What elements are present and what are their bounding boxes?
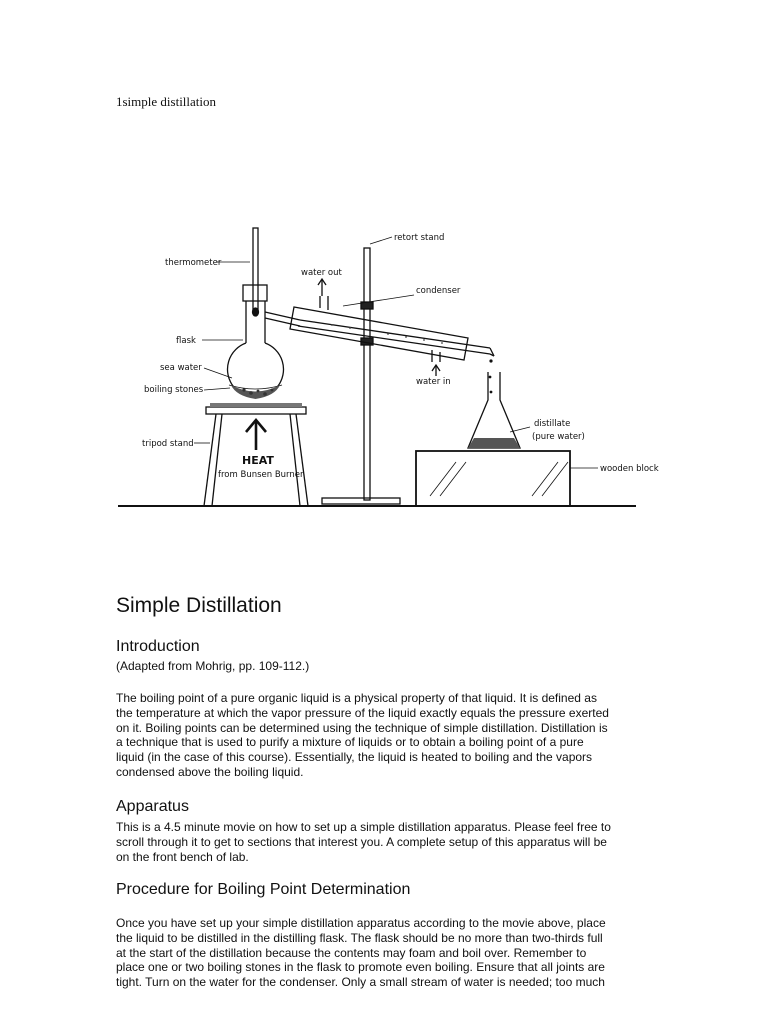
stopper [243, 285, 267, 301]
label-distillate-sub: (pure water) [532, 432, 585, 442]
paragraph-line: on the front bench of lab. [116, 849, 249, 864]
paragraph-line: The boiling point of a pure organic liquid is a physical property of that liquid. It is defined as [116, 691, 597, 705]
label-thermometer: thermometer [165, 258, 222, 268]
paragraph-line: a technique that is used to purify a mixture of liquids or to obtain a boiling point of a pure [116, 735, 584, 750]
paragraph-line: This is a 4.5 minute movie on how to set up a simple distillation apparatus. Please feel free to [116, 820, 611, 834]
receiving-flask [468, 372, 520, 448]
introduction-paragraph [116, 691, 656, 780]
label-heat: HEAT [242, 454, 274, 467]
wooden-block [416, 451, 570, 506]
distillate-liquid [468, 438, 520, 448]
label-water-out: water out [301, 268, 342, 278]
paragraph-line: tight. Turn on the water for the condenser. Only a small stream of water is needed; too much [116, 975, 605, 990]
gauze [210, 403, 302, 407]
retort-stand-base [322, 498, 400, 504]
introduction-heading: Introduction [116, 638, 200, 655]
figure-caption: 1simple distillation [116, 94, 217, 109]
label-water-in: water in [416, 377, 451, 387]
introduction-source: (Adapted from Mohrig, pp. 109-112.) [116, 659, 310, 673]
label-retort-stand: retort stand [394, 233, 445, 243]
paragraph-line: the liquid to be distilled in the distilling flask. The flask should be no more than two-thirds full [116, 930, 603, 945]
label-heat-source: from Bunsen Burner [218, 470, 304, 480]
paragraph-line: at the start of the distillation because the contents may foam and boil over. Remember to [116, 945, 587, 960]
paragraph-line: place one or two boiling stones in the flask to promote even boiling. Ensure that all joints are [116, 960, 605, 975]
apparatus-heading: Apparatus [116, 798, 189, 815]
paragraph-line: on it. Boiling points can be determined using the technique of simple distillation. Distillation is [116, 720, 608, 735]
procedure-paragraph [116, 916, 656, 992]
retort-stand-rod [364, 248, 370, 500]
paragraph-line: liquid (in the case of this course). Essentially, the liquid is heated to boiling and the vapors [116, 750, 593, 765]
apparatus-paragraph [116, 820, 656, 864]
paragraph-line: condensed above the boiling liquid. [116, 764, 304, 779]
condenser-jacket [290, 307, 468, 360]
label-tripod-stand: tripod stand [142, 439, 194, 449]
paragraph-line: the temperature at which the vapor pressure of the liquid exactly equals the pressure exerted [116, 705, 609, 720]
page-title: Simple Distillation [116, 594, 282, 617]
label-sea-water: sea water [160, 363, 202, 373]
label-condenser: condenser [416, 286, 461, 296]
tripod-top [206, 407, 306, 414]
paragraph-line: scroll through it to get to sections that interest you. A complete setup of this apparatus will be [116, 834, 607, 849]
heat-arrow [246, 420, 266, 450]
label-flask: flask [176, 336, 196, 346]
distillation-diagram [118, 200, 672, 520]
label-wooden-block: wooden block [600, 464, 659, 474]
label-boiling-stones: boiling stones [144, 385, 204, 395]
paragraph-line: Once you have set up your simple distillation apparatus according to the movie above, place [116, 916, 606, 930]
thermometer [253, 228, 258, 310]
label-distillate: distillate [534, 419, 571, 429]
procedure-heading: Procedure for Boiling Point Determination [116, 881, 411, 898]
